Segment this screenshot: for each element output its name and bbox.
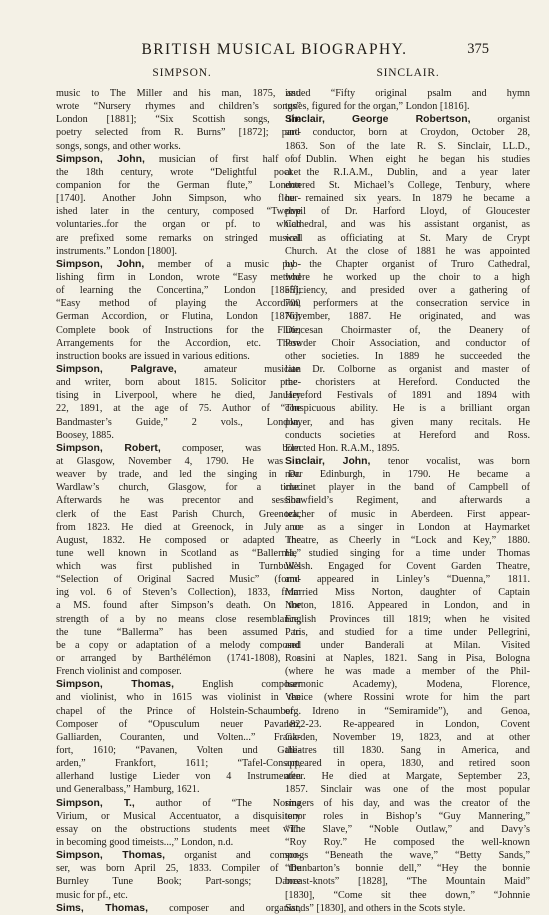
line-text: the tune “Ballerma” has been assumed to (56, 626, 301, 638)
line-text: appeared in opera, 1830, and retired soon (285, 758, 530, 770)
line-text: 700 performers at the consecration service in (285, 298, 530, 310)
line-text: Virium, or Musical Accentuator, a disquisitory (56, 810, 301, 822)
text-line (56, 902, 301, 915)
line-text: theatres till 1830. Sang in America, and (285, 745, 530, 757)
line-text: German Accordion, or Flutina, London [1876]; (56, 311, 301, 323)
line-text: chapel of the Prince of Holstein-Schaumberg. (56, 705, 301, 717)
text-line (285, 166, 530, 179)
entry-headword: Simpson, John, (56, 258, 145, 270)
text-line (285, 376, 530, 389)
line-text: from 1823. He died at Greenock, in July or (56, 521, 301, 533)
line-text: after. He died at Margate, September 23, (285, 771, 530, 783)
column-heads (0, 67, 549, 85)
text-line (285, 534, 530, 547)
text-line (56, 613, 301, 626)
line-text: Bandmaster’s Guide,” 2 vols., London, (56, 416, 301, 428)
text-line (285, 442, 530, 455)
text-line (285, 481, 530, 494)
text-line (56, 179, 301, 192)
text-line (285, 455, 530, 468)
text-line (56, 849, 301, 862)
line-text: London [1881]; “Six Scottish songs, the (56, 114, 301, 126)
text-line (285, 87, 530, 100)
text-line (285, 783, 530, 796)
text-line (56, 442, 301, 455)
entry-headword: Simpson, John, (56, 153, 145, 165)
text-line (285, 613, 530, 626)
text-line (56, 757, 301, 770)
text-line (56, 836, 301, 849)
text-line (56, 205, 301, 218)
text-line (56, 586, 301, 599)
line-text: member of a music pub- (144, 258, 301, 270)
entry-headword: Simpson, T., (56, 797, 135, 809)
line-text: clarinet player in the band of Campbell of (285, 482, 530, 494)
line-text: Arrangements for the Accordion, etc. These (56, 337, 301, 349)
line-text: Galliarden, Couranten, und Volten...” Frank- (56, 731, 301, 743)
line-text: music to The Miller and his man, 1875, and (56, 88, 301, 99)
line-text: amateur musician (176, 363, 301, 375)
text-line (285, 691, 530, 704)
entry-headword: Sinclair, George Robertson, (285, 114, 471, 126)
line-text: musician of first half of (144, 153, 301, 165)
running-head (0, 39, 549, 61)
line-text: voluntaries..for the organ or pf. to which (56, 219, 301, 231)
text-line (285, 324, 530, 337)
text-line (285, 192, 530, 205)
line-text: [1740]. Another John Simpson, who flour- (56, 193, 301, 205)
line-text: Venice (where Rossini wrote for him the part (285, 692, 530, 704)
text-line (56, 310, 301, 323)
text-line (56, 166, 301, 179)
line-text: Welsh. Engaged for Covent Garden Theatre, (285, 561, 530, 573)
line-text: Rossini at Naples, 1821. Sang in Pisa, Bologna (285, 653, 530, 665)
text-line (56, 429, 301, 442)
line-text: Powder Choir Association, and conductor of (285, 337, 530, 349)
text-line (56, 297, 301, 310)
line-text: at Glasgow, November 4, 1790. He was a (56, 455, 301, 467)
text-line (285, 205, 530, 218)
line-text: Norton, 1816. Appeared in London, and in (285, 600, 530, 612)
line-text: and under Banderali at Milan. Visited (285, 639, 530, 651)
text-line (285, 626, 530, 639)
line-text: weaver by trade, and led the singing in Dr. (56, 469, 301, 481)
text-line (285, 573, 530, 586)
text-line (285, 310, 530, 323)
text-line (56, 823, 301, 836)
text-line (285, 836, 530, 849)
text-line (56, 599, 301, 612)
text-line (285, 770, 530, 783)
line-text: are prefixed some remarks on stringed musical (56, 232, 301, 244)
text-line (56, 705, 301, 718)
line-text: Shawfield’s Regiment, and afterwards a (285, 495, 530, 507)
line-text: companion for the German flute,” London (56, 179, 301, 191)
line-text: “Roy Roy.” He composed the well-known (285, 837, 530, 849)
line-text: of Idreno in “Semiramide”), and Genoa, (285, 705, 530, 717)
line-text: other societies. In 1889 he succeeded the (285, 350, 530, 362)
text-line (285, 665, 530, 678)
line-text: “The Slave,” “Noble Outlaw,” and Davy’s (285, 823, 530, 835)
text-line (56, 626, 301, 639)
text-line (285, 494, 530, 507)
text-line (56, 284, 301, 297)
text-line (56, 731, 301, 744)
text-line (56, 573, 301, 586)
line-text: tising in Liverpool, where he died, January (56, 390, 301, 402)
text-line (285, 560, 530, 573)
line-text: “Dunbarton’s bonnie dell,” “Hey the bonnie (285, 863, 530, 875)
text-line (56, 376, 301, 389)
line-text: Wardlaw’s church, Glasgow, for a time. (56, 482, 301, 494)
line-text: composer and organist, (147, 902, 301, 914)
text-line (285, 744, 530, 757)
running-title: BRITISH MUSICAL BIOGRAPHY. (141, 41, 408, 58)
text-line (56, 547, 301, 560)
text-line (285, 547, 530, 560)
text-line (285, 705, 530, 718)
text-line (56, 494, 301, 507)
line-text: organist and compo- (165, 850, 301, 862)
line-text: Married Miss Norton, daughter of Captain (285, 587, 530, 599)
text-line (56, 126, 301, 139)
text-line (56, 153, 301, 166)
line-text: by the Chapter organist of Truro Cathedral, (285, 258, 530, 270)
text-line (56, 521, 301, 534)
line-text: be a copy or adaptation of a melody composed (56, 639, 301, 651)
entry-headword: Simpson, Robert, (56, 442, 161, 454)
text-line (56, 875, 301, 888)
line-text: und Generalbass,” Hamburg, 1621. (56, 784, 200, 796)
line-text: he remained six years. In 1879 he became a (285, 193, 530, 205)
line-text: breast-knots” [1828], “The Mountain Maid” (285, 876, 530, 888)
line-text: strength of a by no means close resemblance, (56, 613, 301, 625)
text-line (56, 324, 301, 337)
text-line (285, 402, 530, 415)
line-text: tunes, figured for the organ,” London [1816]. (285, 101, 470, 113)
left-column-head: SIMPSON. (152, 67, 212, 79)
line-text: near Edinburgh, in 1790. He became a (285, 469, 530, 481)
text-line (285, 350, 530, 363)
line-text: of learning the Concertina,” London [1855]; (56, 285, 301, 297)
line-text: tenor vocalist, was born (370, 455, 530, 467)
line-text: player, and has given many recitals. He (285, 416, 530, 428)
line-text: and writer, born about 1815. Solicitor prac- (56, 377, 301, 389)
text-line (285, 232, 530, 245)
text-line (285, 875, 530, 888)
line-text: August, 1832. He composed or adapted the (56, 534, 301, 546)
line-text: Composer of “Opusculum neuer Pavanen, (56, 718, 301, 730)
text-line (56, 889, 301, 902)
text-line (285, 297, 530, 310)
right-column (285, 87, 530, 915)
line-text: 22, 1891, at the age of 75. Author of “The (56, 403, 301, 415)
line-text: a MS. found after Simpson’s death. On the (56, 600, 301, 612)
line-text: French violinist and composer. (56, 666, 182, 678)
page-number: 375 (467, 41, 489, 57)
text-line (56, 783, 301, 796)
text-line (285, 218, 530, 231)
line-text: arden,” Frankfort, 1611; “Tafel-Consort, (56, 758, 301, 770)
text-line (56, 797, 301, 810)
text-line (56, 192, 301, 205)
right-column-head: SINCLAIR. (376, 67, 440, 79)
line-text: where he worked up the choir to a high (285, 271, 530, 283)
text-line (285, 140, 530, 153)
text-line (56, 363, 301, 376)
text-line (56, 665, 301, 678)
line-text: Afterwards he was precentor and session (56, 495, 301, 507)
text-line (56, 508, 301, 521)
text-line (285, 731, 530, 744)
line-text: clerk of the East Parish Church, Greenock, (56, 508, 301, 520)
line-text: allerhand lustige Lieder von 4 Instrumenten (56, 771, 301, 783)
text-line (56, 862, 301, 875)
entry-headword: Sinclair, John, (285, 455, 371, 467)
text-line (56, 770, 301, 783)
text-line (285, 508, 530, 521)
text-line (285, 337, 530, 350)
line-text: lishing firm in London, wrote “Easy method (56, 271, 301, 283)
line-text: ser, was born April 25, 1833. Compiler of the (56, 863, 301, 875)
line-text: music for pf., etc. (56, 889, 128, 901)
text-line (56, 691, 301, 704)
line-text: ance as a singer in London at Haymarket (285, 521, 530, 533)
line-text: tenor roles in Bishop’s “Guy Mannering,” (285, 810, 530, 822)
left-column (56, 87, 301, 915)
text-line (285, 889, 530, 902)
line-text: 1857. Sinclair was one of the most popular (285, 784, 530, 796)
text-line (56, 744, 301, 757)
line-text: conducts societies at Hereford and Ross. (285, 429, 530, 441)
line-text: November, 1887. He originated, and was (285, 311, 530, 323)
line-text: ished later in the century, composed “Twelve (56, 206, 301, 218)
text-line (285, 126, 530, 139)
text-line (285, 389, 530, 402)
text-line (285, 179, 530, 192)
line-text: in becoming good timeists...,” London, n.d. (56, 837, 234, 849)
line-text: songs “Beneath the wave,” “Betty Sands,” (285, 850, 530, 862)
line-text: “Selection of Original Sacred Music” (form- (56, 574, 301, 586)
line-text: author of “The Norma (134, 797, 301, 809)
line-text: instruction books are issued in various editions. (56, 350, 250, 362)
text-line (285, 599, 530, 612)
text-line (285, 271, 530, 284)
line-text: and appeared in Linley’s “Duenna,” 1811. (285, 574, 530, 586)
text-line (285, 639, 530, 652)
text-line (56, 389, 301, 402)
line-text: the choristers at Hereford. Conducted the (285, 377, 530, 389)
text-line (56, 87, 301, 100)
line-text: wrote “Nursery rhymes and children’s songs” (56, 101, 301, 113)
line-text: [1830], “Come sit thee down,” “Johnnie (285, 889, 530, 901)
text-line (56, 337, 301, 350)
text-line (285, 810, 530, 823)
text-line (56, 350, 301, 363)
line-text: which was first published in Turnbull’s (56, 561, 301, 573)
text-line (56, 113, 301, 126)
line-text: He studied singing for a time under Thomas (285, 547, 530, 559)
line-text: fort, 1610; “Pavanen, Volten und Galli- (56, 745, 301, 757)
line-text: at the R.I.A.M., Dublin, and a year later (285, 166, 530, 178)
text-line (56, 481, 301, 494)
text-line (285, 521, 530, 534)
line-text: teacher of music in Aberdeen. First appear- (285, 508, 530, 520)
text-line (285, 153, 530, 166)
line-text: 1822-23. Re-appeared in London, Covent (285, 718, 530, 730)
line-text: the 18th century, wrote “Delightful pocket (56, 166, 301, 178)
text-line (56, 810, 301, 823)
line-text: entered St. Michael’s College, Tenbury, where (285, 179, 530, 191)
text-line (285, 652, 530, 665)
line-text: (where he was made a member of the Phil- (285, 666, 530, 678)
line-text: Theatre, as Cheerly in “Lock and Key,” 1880. (285, 534, 530, 546)
entry-headword: Sims, Thomas, (56, 902, 148, 914)
line-text: efficiency, and presided over a gathering of (285, 285, 530, 297)
text-line (56, 245, 301, 258)
line-text: and violinist, who in 1615 was violinist in the (56, 692, 301, 704)
line-text: well as officiating at St. Mary de Crypt (285, 232, 530, 244)
line-text: songs, songs, and other works. (56, 140, 181, 152)
line-text: “Easy method of playing the Accordion, (56, 298, 301, 310)
text-line (285, 849, 530, 862)
line-text: Garden, November 19, 1823, and at other (285, 731, 530, 743)
text-line (285, 797, 530, 810)
text-line (56, 416, 301, 429)
line-text: late Dr. Colborne as organist and master of (285, 363, 530, 375)
line-text: Complete book of Instructions for the Flute; (56, 324, 301, 336)
line-text: and conductor, born at Croydon, October 28, (285, 127, 530, 139)
text-line (56, 534, 301, 547)
line-text: or arranged by Barthélémon (1741-1808), a (56, 653, 301, 665)
line-text: pupil of Dr. Harford Lloyd, of Gloucester (285, 206, 530, 218)
line-text: of Dublin. When eight he began his studies (285, 153, 530, 165)
text-line (285, 902, 530, 915)
text-line (56, 100, 301, 113)
text-line (285, 113, 530, 126)
line-text: essay on the obstructions students meet with (56, 823, 301, 835)
line-text: tune well known in Scotland as “Ballerma,” (56, 547, 301, 559)
text-line (56, 402, 301, 415)
line-text: conspicuous ability. He is a brilliant organ (285, 403, 530, 415)
text-line (56, 468, 301, 481)
line-text: Diocesan Choirmaster of, the Deanery of (285, 324, 530, 336)
text-line (285, 862, 530, 875)
text-line (285, 363, 530, 376)
line-text: Paris, and studied for a time under Pellegrini, (285, 626, 530, 638)
text-line (285, 416, 530, 429)
line-text: harmonic Academy), Modena, Florence, (285, 679, 530, 691)
line-text: Church. At the close of 1881 he was appointed (285, 245, 530, 257)
text-line (285, 100, 530, 113)
text-line (285, 718, 530, 731)
entry-headword: Simpson, Palgrave, (56, 363, 177, 375)
line-text: poetry selected from R. Burns” [1872]; part- (56, 127, 301, 139)
line-text: Hereford Festivals of 1891 and 1894 with (285, 390, 530, 402)
text-line (56, 258, 301, 271)
entry-headword: Simpson, Thomas, (56, 850, 166, 862)
text-line (285, 468, 530, 481)
text-line (56, 678, 301, 691)
text-line (285, 284, 530, 297)
text-line (56, 232, 301, 245)
line-text: instruments.” London [1800]. (56, 245, 178, 257)
line-text: organist (470, 114, 530, 126)
text-line (56, 652, 301, 665)
text-line (285, 823, 530, 836)
line-text: composer, was born (160, 442, 301, 454)
text-line (56, 639, 301, 652)
text-line (56, 560, 301, 573)
text-line (285, 245, 530, 258)
line-text: Elected Hon. R.A.M., 1895. (285, 442, 400, 454)
text-line (56, 218, 301, 231)
text-line (285, 678, 530, 691)
line-text: English composer (173, 679, 301, 691)
line-text: Cathedral, and was his assistant organist, as (285, 219, 530, 231)
text-line (285, 586, 530, 599)
line-text: Boosey, 1885. (56, 429, 114, 441)
line-text: Sands” [1830], and others in the Scots style. (285, 902, 466, 914)
text-line (56, 455, 301, 468)
line-text: 1863. Son of the late R. S. Sinclair, LL.D., (285, 140, 530, 152)
text-line (56, 271, 301, 284)
text-line (56, 718, 301, 731)
line-text: singers of his day, and was the creator of the (285, 797, 530, 809)
entry-headword: Simpson, Thomas, (56, 679, 174, 691)
line-text: Burnley Tune Book; Part-songs; Dance (56, 876, 301, 888)
line-text: ing vol. 6 of Steven’s Collection), 1833, from (56, 587, 301, 599)
text-line (285, 757, 530, 770)
line-text: English Provinces till 1819; when he visited (285, 613, 530, 625)
text-line (56, 140, 301, 153)
line-text: issued “Fifty original psalm and hymn (285, 88, 530, 99)
text-line (285, 258, 530, 271)
text-line (285, 429, 530, 442)
